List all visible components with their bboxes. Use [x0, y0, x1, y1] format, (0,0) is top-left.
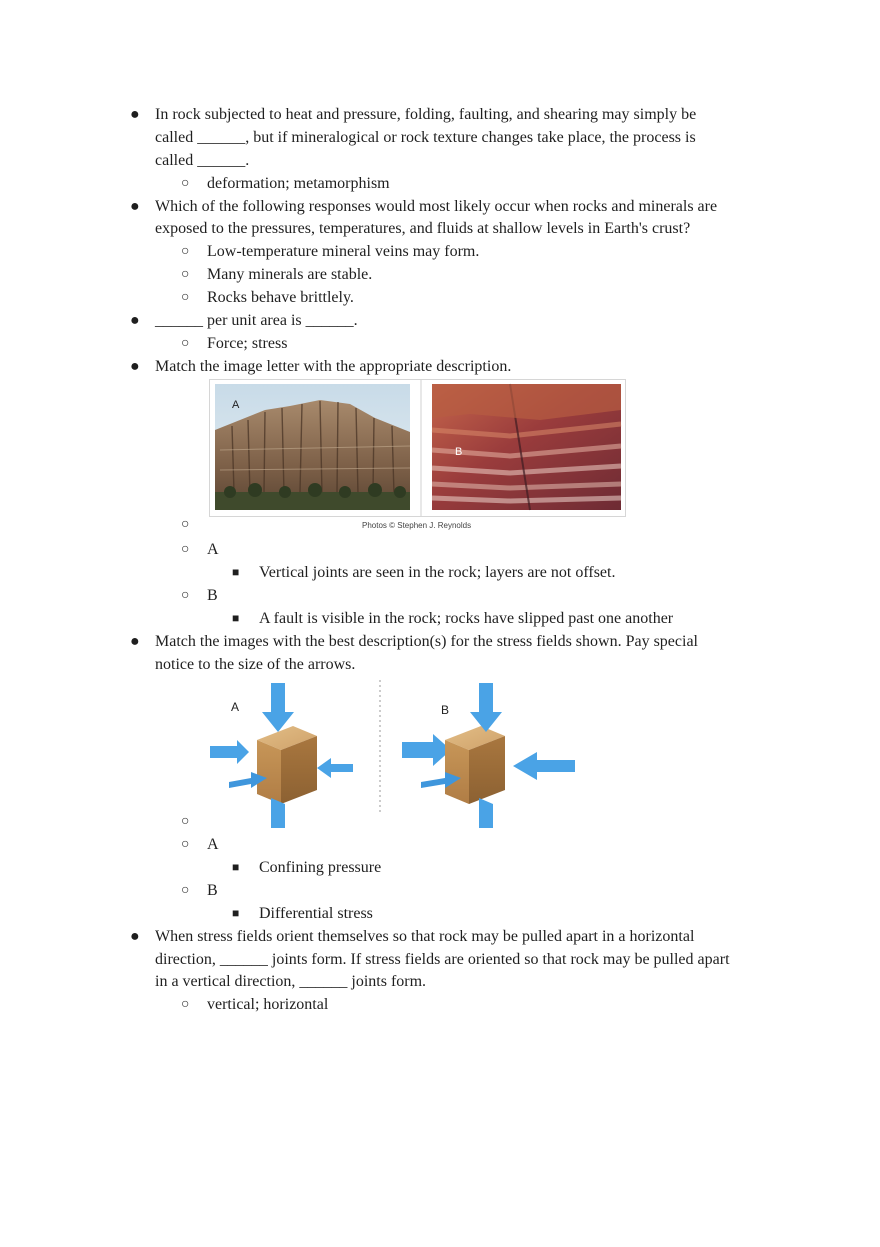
question-2-text-line-1: Which of the following responses would most likely occur when rocks and minerals are [155, 198, 718, 215]
question-3-text: ______ per unit area is ______. [155, 312, 358, 329]
rock-photos-figure [209, 379, 626, 517]
question-2-answer-2: Many minerals are stable. [207, 266, 373, 283]
bullet-icon: ● [130, 106, 140, 123]
question-1-text-line-3: called ______. [155, 152, 250, 169]
question-2-answer-1: Low-temperature mineral veins may form. [207, 243, 480, 260]
question-5-option-a-letter: A [207, 836, 219, 853]
square-bullet-icon: ■ [232, 611, 240, 625]
question-4-option-b-description: A fault is visible in the rock; rocks have slipped past one another [259, 610, 674, 627]
sub-bullet-icon: ○ [181, 267, 190, 282]
question-5-option-b-letter: B [207, 882, 218, 899]
question-4-option-a-letter: A [207, 541, 219, 558]
sub-bullet-icon: ○ [181, 542, 190, 557]
question-4-option-a-description: Vertical joints are seen in the rock; layers are not offset. [259, 564, 616, 581]
stress-fields-figure [205, 678, 585, 830]
sub-bullet-icon: ○ [181, 176, 190, 191]
question-5-text-line-1: Match the images with the best description(s) for the stress fields shown. Pay special [155, 633, 698, 650]
stress-figure-b [402, 683, 575, 828]
question-1-text-line-1: In rock subjected to heat and pressure, folding, faulting, and shearing may simply be [155, 106, 697, 123]
sub-bullet-icon: ○ [181, 814, 190, 829]
question-3-answer: Force; stress [207, 335, 288, 352]
bullet-icon: ● [130, 928, 140, 945]
square-bullet-icon: ■ [232, 906, 240, 920]
bullet-icon: ● [130, 358, 140, 375]
bullet-icon: ● [130, 633, 140, 650]
sub-bullet-icon: ○ [181, 244, 190, 259]
sub-bullet-icon: ○ [181, 588, 190, 603]
sub-bullet-icon: ○ [181, 837, 190, 852]
stress-b-label: B [441, 703, 450, 717]
question-5-text-line-2: notice to the size of the arrows. [155, 656, 356, 673]
question-1-answer: deformation; metamorphism [207, 175, 390, 192]
sub-bullet-icon: ○ [181, 290, 190, 305]
question-5-option-a-description: Confining pressure [259, 859, 382, 876]
question-6-text-line-2: direction, ______ joints form. If stress fields are oriented so that rock may be pulled apart [155, 951, 730, 968]
photo-a-label: A [232, 399, 240, 411]
photo-credit: Photos © Stephen J. Reynolds [362, 521, 472, 530]
photo-b-label: B [455, 446, 463, 458]
square-bullet-icon: ■ [232, 860, 240, 874]
question-6-text-line-1: When stress fields orient themselves so that rock may be pulled apart in a horizontal [155, 928, 695, 945]
sub-bullet-icon: ○ [181, 517, 190, 532]
sub-bullet-icon: ○ [181, 883, 190, 898]
stress-a-label: A [231, 700, 240, 714]
bullet-icon: ● [130, 198, 140, 215]
question-4-text: Match the image letter with the appropriate description. [155, 358, 512, 375]
photo-b [432, 384, 621, 510]
question-5-option-b-description: Differential stress [259, 905, 373, 922]
photo-a [215, 384, 410, 510]
square-bullet-icon: ■ [232, 565, 240, 579]
sub-bullet-icon: ○ [181, 997, 190, 1012]
question-6-answer: vertical; horizontal [207, 996, 329, 1013]
stress-figure-a [210, 683, 353, 828]
bullet-icon: ● [130, 312, 140, 329]
question-4-option-b-letter: B [207, 587, 218, 604]
question-2-text-line-2: exposed to the pressures, temperatures, and fluids at shallow levels in Earth's crust? [155, 220, 691, 237]
question-6-text-line-3: in a vertical direction, ______ joints form. [155, 973, 427, 990]
question-2-answer-3: Rocks behave brittlely. [207, 289, 354, 306]
sub-bullet-icon: ○ [181, 336, 190, 351]
question-1-text-line-2: called ______, but if mineralogical or rock texture changes take place, the process is [155, 129, 696, 146]
